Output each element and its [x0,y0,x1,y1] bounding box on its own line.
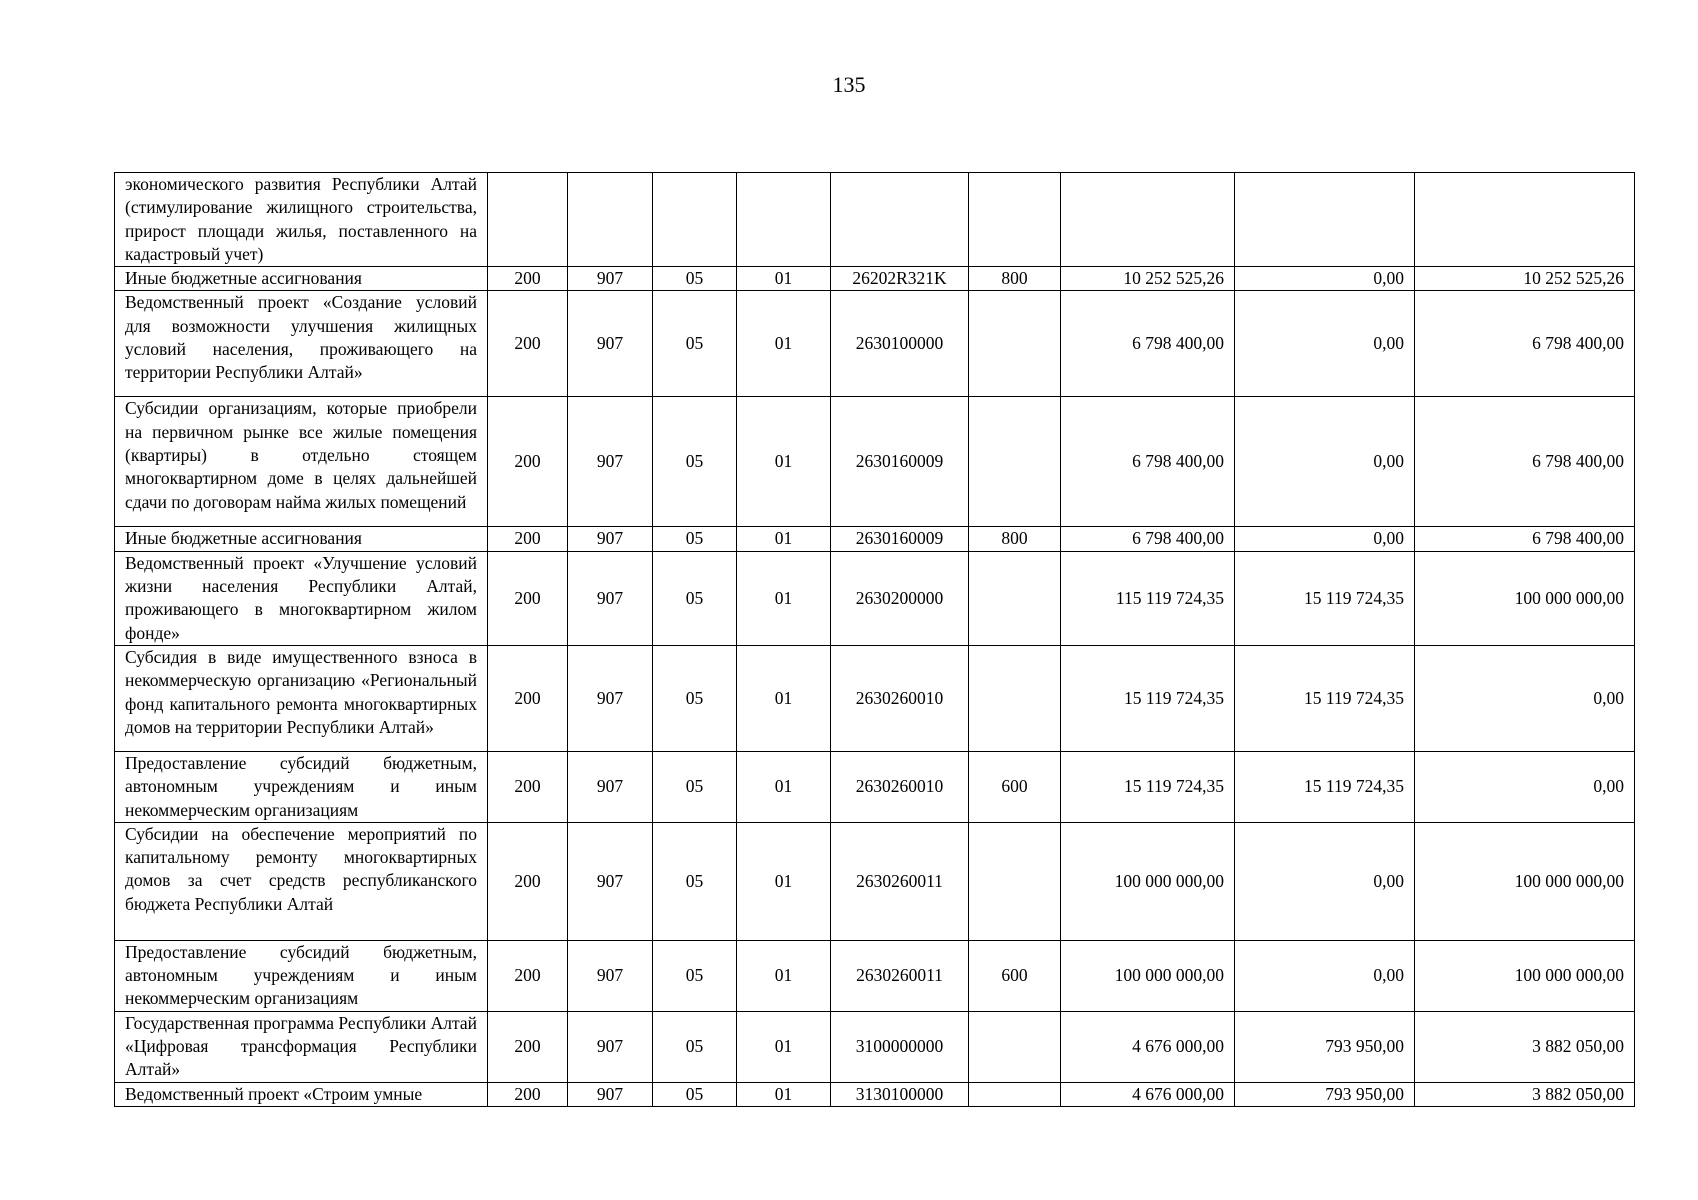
code-2: 907 [568,527,653,551]
item-name: Субсидии на обеспечение мероприятий по капитальному ремонту многоквартирных домов за счет средств республиканского бюджета Республики Алтай [115,822,488,940]
target-article-code: 2630260010 [831,751,969,822]
code-2: 907 [568,940,653,1011]
code-3: 05 [653,940,737,1011]
item-name: Субсидии организациям, которые приобрели на первичном рынке все жилые помещения (квартиры) в отдельно стоящем многоквартирном доме в целях дальнейшей сдачи по договорам найма жилых помещений [115,397,488,527]
item-name: Предоставление субсидий бюджетным, автономным учреждениям и иным некоммерческим организациям [115,751,488,822]
expense-type-code [969,822,1061,940]
item-name: экономического развития Республики Алтай (стимулирование жилищного строительства, прирост площади жилья, поставленного на кадастровый учет) [115,173,488,267]
code-4: 01 [737,751,831,822]
amount-total [1061,173,1235,267]
amount-2: 793 950,00 [1235,1011,1415,1082]
code-2: 907 [568,1011,653,1082]
code-3: 05 [653,822,737,940]
code-3: 05 [653,645,737,751]
item-name: Иные бюджетные ассигнования [115,527,488,551]
target-article-code: 2630160009 [831,527,969,551]
code-1: 200 [488,551,568,645]
amount-2: 793 950,00 [1235,1082,1415,1106]
amount-total: 100 000 000,00 [1061,940,1235,1011]
code-4: 01 [737,1082,831,1106]
code-1: 200 [488,267,568,291]
amount-3: 100 000 000,00 [1415,940,1635,1011]
amount-3: 100 000 000,00 [1415,822,1635,940]
amount-total: 4 676 000,00 [1061,1011,1235,1082]
amount-3: 3 882 050,00 [1415,1011,1635,1082]
expense-type-code [969,397,1061,527]
amount-3: 0,00 [1415,751,1635,822]
code-2: 907 [568,1082,653,1106]
amount-3: 6 798 400,00 [1415,397,1635,527]
code-3: 05 [653,1011,737,1082]
code-2: 907 [568,645,653,751]
amount-total: 115 119 724,35 [1061,551,1235,645]
amount-2: 0,00 [1235,397,1415,527]
item-name: Ведомственный проект «Улучшение условий жизни населения Республики Алтай, проживающего в многоквартирном жилом фонде» [115,551,488,645]
code-1 [488,173,568,267]
amount-2: 0,00 [1235,291,1415,397]
code-2: 907 [568,551,653,645]
amount-total: 6 798 400,00 [1061,291,1235,397]
code-4: 01 [737,397,831,527]
target-article-code: 2630200000 [831,551,969,645]
code-3: 05 [653,1082,737,1106]
expense-type-code [969,173,1061,267]
amount-3: 0,00 [1415,645,1635,751]
code-2: 907 [568,751,653,822]
item-name: Государственная программа Республики Алтай «Цифровая трансформация Республики Алтай» [115,1011,488,1082]
code-1: 200 [488,527,568,551]
code-2: 907 [568,822,653,940]
code-3: 05 [653,291,737,397]
amount-3: 3 882 050,00 [1415,1082,1635,1106]
amount-total: 4 676 000,00 [1061,1082,1235,1106]
table-row [115,527,1635,551]
budget-table [114,172,1635,1107]
code-1: 200 [488,940,568,1011]
expense-type-code [969,1082,1061,1106]
code-3 [653,173,737,267]
expense-type-code: 800 [969,527,1061,551]
table-row [115,291,1635,397]
target-article-code: 3100000000 [831,1011,969,1082]
code-3: 05 [653,527,737,551]
code-4: 01 [737,645,831,751]
code-4: 01 [737,1011,831,1082]
item-name: Ведомственный проект «Создание условий для возможности улучшения жилищных условий населения, проживающего на территории Республики Алтай» [115,291,488,397]
table-row [115,822,1635,940]
code-2: 907 [568,397,653,527]
amount-2: 0,00 [1235,940,1415,1011]
code-2 [568,173,653,267]
item-name: Субсидия в виде имущественного взноса в некоммерческую организацию «Региональный фонд капитального ремонта многоквартирных домов на территории Республики Алтай» [115,645,488,751]
amount-3: 6 798 400,00 [1415,527,1635,551]
code-1: 200 [488,822,568,940]
code-4: 01 [737,527,831,551]
target-article-code: 2630260011 [831,822,969,940]
expense-type-code: 600 [969,751,1061,822]
expense-type-code [969,1011,1061,1082]
code-4: 01 [737,267,831,291]
target-article-code: 3130100000 [831,1082,969,1106]
code-4: 01 [737,291,831,397]
target-article-code: 26202R321K [831,267,969,291]
amount-total: 10 252 525,26 [1061,267,1235,291]
amount-total: 15 119 724,35 [1061,645,1235,751]
table-body [115,173,1635,1107]
table-row [115,173,1635,267]
code-3: 05 [653,551,737,645]
code-3: 05 [653,751,737,822]
item-name: Иные бюджетные ассигнования [115,267,488,291]
expense-type-code [969,645,1061,751]
amount-2: 15 119 724,35 [1235,551,1415,645]
code-1: 200 [488,1082,568,1106]
code-4: 01 [737,822,831,940]
code-4: 01 [737,551,831,645]
amount-3 [1415,173,1635,267]
amount-2: 15 119 724,35 [1235,751,1415,822]
expense-type-code: 800 [969,267,1061,291]
target-article-code: 2630100000 [831,291,969,397]
target-article-code [831,173,969,267]
code-1: 200 [488,1011,568,1082]
code-1: 200 [488,751,568,822]
table-row [115,645,1635,751]
table-row [115,940,1635,1011]
target-article-code: 2630260011 [831,940,969,1011]
amount-3: 10 252 525,26 [1415,267,1635,291]
amount-2 [1235,173,1415,267]
target-article-code: 2630160009 [831,397,969,527]
amount-3: 100 000 000,00 [1415,551,1635,645]
amount-total: 15 119 724,35 [1061,751,1235,822]
table-row [115,397,1635,527]
table-row [115,1082,1635,1106]
amount-total: 6 798 400,00 [1061,527,1235,551]
amount-total: 6 798 400,00 [1061,397,1235,527]
code-2: 907 [568,291,653,397]
item-name: Предоставление субсидий бюджетным, автономным учреждениям и иным некоммерческим организациям [115,940,488,1011]
code-4: 01 [737,940,831,1011]
code-4 [737,173,831,267]
amount-2: 15 119 724,35 [1235,645,1415,751]
page-number: 135 [832,72,866,97]
amount-3: 6 798 400,00 [1415,291,1635,397]
target-article-code: 2630260010 [831,645,969,751]
expense-type-code: 600 [969,940,1061,1011]
item-name: Ведомственный проект «Строим умные [115,1082,488,1106]
code-3: 05 [653,267,737,291]
table-row [115,1011,1635,1082]
code-2: 907 [568,267,653,291]
code-1: 200 [488,645,568,751]
code-1: 200 [488,291,568,397]
expense-type-code [969,291,1061,397]
expense-type-code [969,551,1061,645]
amount-2: 0,00 [1235,267,1415,291]
table-row [115,267,1635,291]
code-1: 200 [488,397,568,527]
amount-total: 100 000 000,00 [1061,822,1235,940]
table-row [115,551,1635,645]
table-row [115,751,1635,822]
amount-2: 0,00 [1235,822,1415,940]
code-3: 05 [653,397,737,527]
amount-2: 0,00 [1235,527,1415,551]
